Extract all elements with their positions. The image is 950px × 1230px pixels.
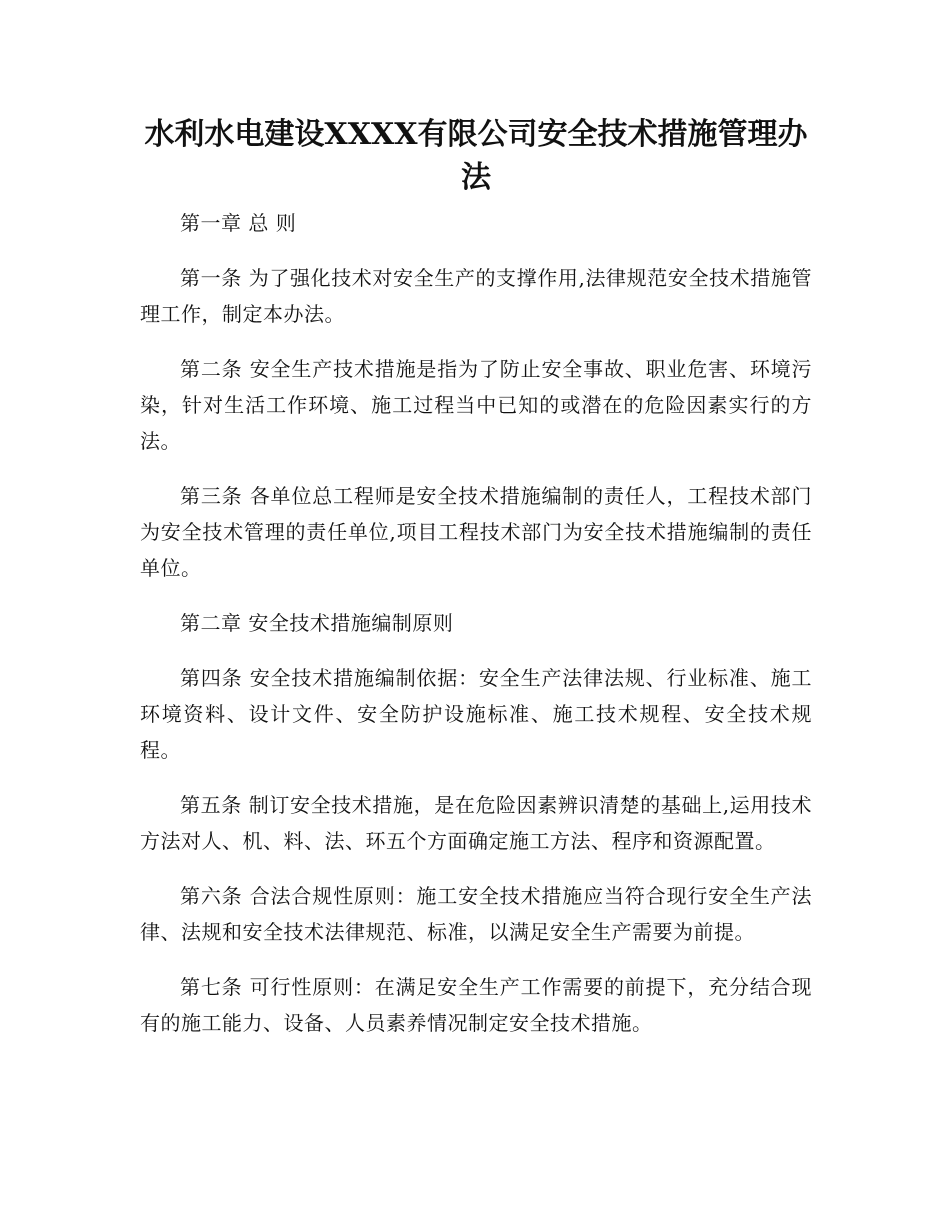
article-paragraph — [140, 969, 812, 1041]
article-paragraph — [140, 660, 812, 768]
chapter-heading-2 — [140, 605, 812, 641]
article-text: 安全生产技术措施是指为了防止安全事故、职业危害、环境污染，针对生活工作环境、施工过程当中已知的或潜在的危险因素实行的方法。 — [140, 357, 813, 453]
article-paragraph — [140, 787, 812, 859]
article-label: 第二条 — [180, 357, 250, 381]
article-label: 第六条 — [180, 884, 250, 908]
chapter-heading-1 — [140, 205, 812, 241]
article-label: 第四条 — [180, 666, 250, 690]
article-text: 制订安全技术措施，是在危险因素辨识清楚的基础上,运用技术方法对人、机、料、法、环五个方面确定施工方法、程序和资源配置。 — [140, 793, 812, 853]
article-text: 合法合规性原则：施工安全技术措施应当符合现行安全生产法律、法规和安全技术法律规范、标准，以满足安全生产需要为前提。 — [140, 884, 813, 944]
article-paragraph — [140, 260, 812, 332]
document-body — [140, 205, 812, 1060]
article-paragraph — [140, 351, 812, 459]
article-label: 第七条 — [180, 975, 250, 999]
article-paragraph — [140, 478, 812, 586]
article-text: 各单位总工程师是安全技术措施编制的责任人，工程技术部门为安全技术管理的责任单位,项目工程技术部门为安全技术措施编制的责任单位。 — [140, 484, 813, 580]
article-paragraph — [140, 878, 812, 950]
article-text: 为了强化技术对安全生产的支撑作用,法律规范安全技术措施管理工作，制定本办法。 — [140, 266, 812, 326]
chapter-label: 第二章 安全技术措施编制原则 — [180, 611, 454, 635]
chapter-label: 第一章 总 则 — [180, 211, 297, 235]
article-text: 可行性原则：在满足安全生产工作需要的前提下，充分结合现有的施工能力、设备、人员素养情况制定安全技术措施。 — [140, 975, 813, 1035]
article-text: 安全技术措施编制依据：安全生产法律法规、行业标准、施工环境资料、设计文件、安全防护设施标准、施工技术规程、安全技术规程。 — [140, 666, 813, 762]
article-label: 第一条 — [180, 266, 249, 290]
article-label: 第五条 — [180, 793, 249, 817]
article-label: 第三条 — [180, 484, 250, 508]
document-title: 水利水电建设XXXX有限公司安全技术措施管理办法 — [144, 117, 808, 195]
